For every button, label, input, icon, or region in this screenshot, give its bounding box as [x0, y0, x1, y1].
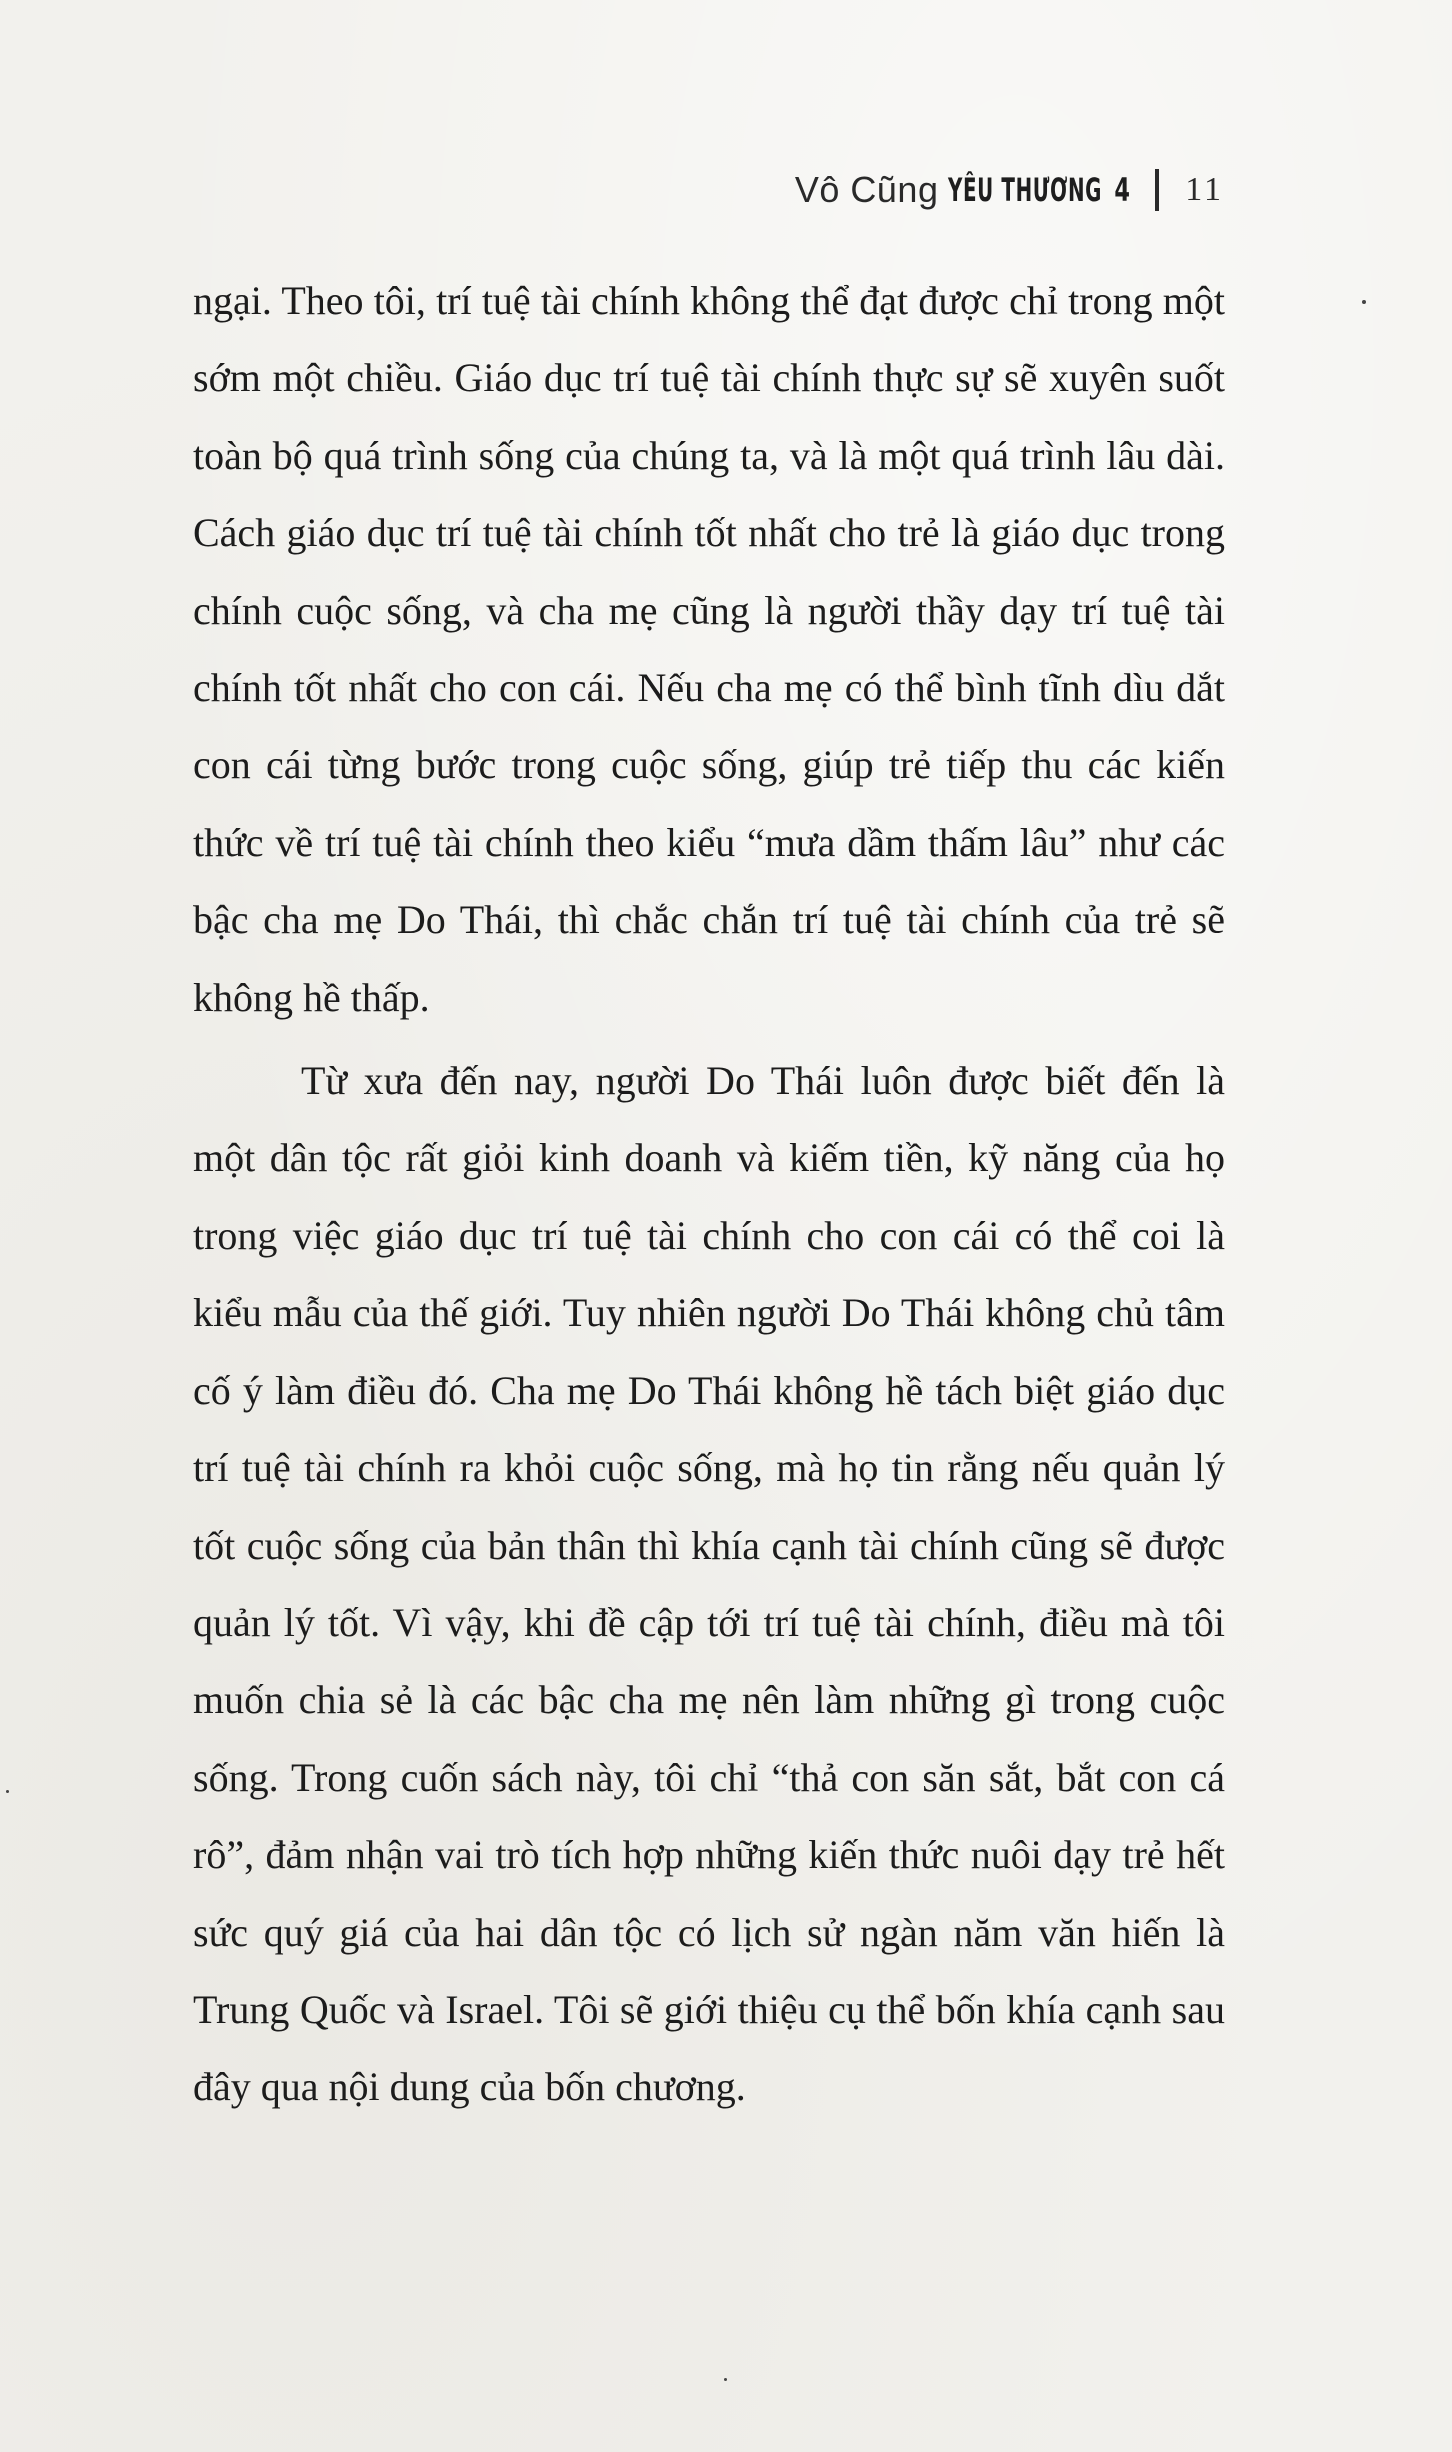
paper-speck	[1362, 300, 1366, 304]
paper-speck	[6, 1790, 9, 1793]
paragraph-continued: ngại. Theo tôi, trí tuệ tài chính không thể đạt được chỉ trong một sớm một chiều. Giáo dục trí tuệ tài chính thực sự sẽ xuyên suốt toàn bộ quá trình sống của chúng ta, và là một quá trình lâu dài. Cách giáo dục trí tuệ tài chính tốt nhất cho trẻ là giáo dục trong chính cuộc sống, và cha mẹ cũng là người thầy dạy trí tuệ tài chính tốt nhất cho con cái. Nếu cha mẹ có thể bình tĩnh dìu dắt con cái từng bước trong cuộc sống, giúp trẻ tiếp thu các kiến thức về trí tuệ tài chính theo kiểu “mưa dầm thấm lâu” như các bậc cha mẹ Do Thái, thì chắc chắn trí tuệ tài chính của trẻ sẽ không hề thấp.	[193, 278, 1225, 1020]
body-text	[193, 262, 1225, 2126]
header-volume-number: 4	[1114, 171, 1130, 209]
header-brand-title: YÊU THƯƠNG	[948, 171, 1103, 209]
header-series-title: Vô Cũng	[794, 169, 939, 210]
paper-speck	[724, 2378, 727, 2381]
paragraph: Từ xưa đến nay, người Do Thái luôn được biết đến là một dân tộc rất giỏi kinh doanh và kiếm tiền, kỹ năng của họ trong việc giáo dục trí tuệ tài chính cho con cái có thể coi là kiểu mẫu của thế giới. Tuy nhiên người Do Thái không chủ tâm cố ý làm điều đó. Cha mẹ Do Thái không hề tách biệt giáo dục trí tuệ tài chính ra khỏi cuộc sống, mà họ tin rằng nếu quản lý tốt cuộc sống của bản thân thì khía cạnh tài chính cũng sẽ được quản lý tốt. Vì vậy, khi đề cập tới trí tuệ tài chính, điều mà tôi muốn chia sẻ là các bậc cha mẹ nên làm những gì trong cuộc sống. Trong cuốn sách này, tôi chỉ “thả con săn sắt, bắt con cá rô”, đảm nhận vai trò tích hợp những kiến thức nuôi dạy trẻ hết sức quý giá của hai dân tộc có lịch sử ngàn năm văn hiến là Trung Quốc và Israel. Tôi sẽ giới thiệu cụ thể bốn khía cạnh sau đây qua nội dung của bốn chương.	[193, 1058, 1225, 2110]
header-separator	[1155, 169, 1159, 211]
running-header	[795, 160, 1224, 220]
page-number: 11	[1185, 171, 1224, 208]
